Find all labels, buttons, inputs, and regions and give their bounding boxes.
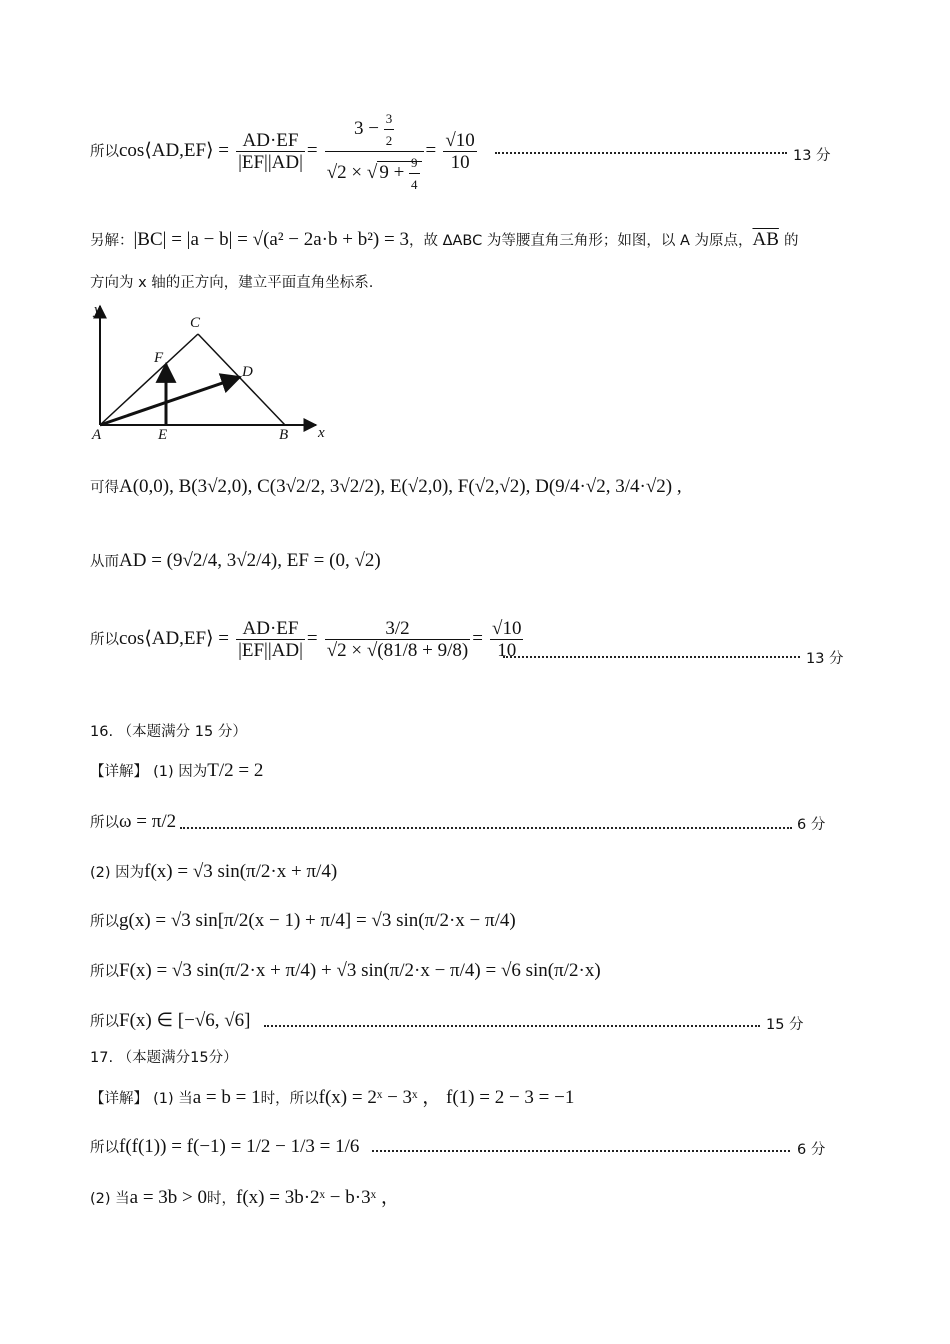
q16-line3: (2) 因为f(x) = √3 sin(π/2·x + π/4) xyxy=(90,861,338,882)
coordinate-figure xyxy=(88,300,338,445)
label-a: A xyxy=(92,427,102,443)
solution-line-cos-1: 所以cos⟨AD,EF⟩ = $\frac{AD\cdot EF}{|EF||AD|}$ = 3 − $\frac{3}{2}$ √2 × √ 9 + $\frac{9}{4}$ = $\frac{√10}{10}$ xyxy=(90,108,479,195)
fraction-dot-over-norm: $\frac{AD\cdot EF}{|EF||AD|}$ xyxy=(238,130,303,173)
leader-dots xyxy=(503,656,800,658)
text-prefix: 所以 xyxy=(90,144,119,160)
label-b: B xyxy=(279,427,289,443)
q16-title: 16. （本题满分 15 分） xyxy=(90,724,247,740)
solution-line-cos-2: 所以cos⟨AD,EF⟩ = $\frac{AD\cdot EF}{|EF||AD|}$ = $\frac{3/2}{√2 \times √(81/8 + 9/8)}$ = $\frac{√10}{10}$ xyxy=(90,618,522,661)
score-label: 13 分 xyxy=(793,148,831,164)
score-label: 13 分 xyxy=(806,651,844,667)
q16-line2: 所以ω = π/2 xyxy=(90,811,177,832)
vector-ad xyxy=(100,377,240,425)
label-d: D xyxy=(242,364,253,380)
vectors-line: 从而AD = (9√2/4, 3√2/4), EF = (0, √2) xyxy=(90,550,381,571)
score-label: 15 分 xyxy=(766,1017,804,1033)
vector-ab: $\overline{AB}$ xyxy=(752,229,779,250)
q16-line1: 【详解】 (1) 因为T/2 = 2 xyxy=(90,760,264,781)
coordinates-line: 可得A(0,0), B(3√2,0), C(3√2/2, 3√2/2), E(√2,0), F(√2,√2), D(9/4·√2, 3/4·√2) , xyxy=(90,476,682,497)
leader-dots xyxy=(495,152,787,154)
score-label: 6 分 xyxy=(797,1142,826,1158)
score-label: 6 分 xyxy=(797,817,826,833)
q16-line6: 所以F(x) ∈ [−√6, √6] xyxy=(90,1010,251,1031)
leader-dots xyxy=(372,1150,790,1152)
alt-solution-line2: 方向为 x 轴的正方向，建立平面直角坐标系. xyxy=(90,275,374,291)
fraction-result: $\frac{√10}{10}$ xyxy=(445,130,475,173)
math-coordinates: A(0,0), B(3√2,0), C(3√2/2, 3√2/2), E(√2,0), F(√2,√2), D(9/4·√2, 3/4·√2) , xyxy=(119,476,682,497)
label-e: E xyxy=(158,427,168,443)
q17-title: 17. （本题满分15分） xyxy=(90,1050,238,1066)
q17-line2: 所以f(f(1)) = f(−1) = 1/2 − 1/3 = 1/6 xyxy=(90,1136,360,1157)
label-f: F xyxy=(154,350,164,366)
math-cos: cos⟨AD,EF⟩ = xyxy=(119,140,229,161)
label-c: C xyxy=(190,315,201,331)
math-vectors: AD = (9√2/4, 3√2/4), EF = (0, √2) xyxy=(119,550,381,571)
leader-dots xyxy=(264,1025,760,1027)
fraction-numeric: 3 − $\frac{3}{2}$ √2 × √ 9 + $\frac{9}{4}$ xyxy=(325,108,424,195)
segment-ac xyxy=(100,334,198,425)
alt-solution-line1: 另解：|BC| = |a − b| = √(a² − 2a·b + b²) = 3，故 ΔABC 为等腰直角三角形；如图，以 A 为原点，$\overline{AB}$ 的 xyxy=(90,229,799,250)
q16-line4: 所以g(x) = √3 sin[π/2(x − 1) + π/4] = √3 sin(π/2·x − π/4) xyxy=(90,910,516,931)
label-y: y xyxy=(94,302,101,318)
q16-line5: 所以F(x) = √3 sin(π/2·x + π/4) + √3 sin(π/2·x − π/4) = √6 sin(π/2·x) xyxy=(90,960,601,981)
q17-line1: 【详解】 (1) 当a = b = 1时，所以f(x) = 2ˣ − 3ˣ ， f(1) = 2 − 3 = −1 xyxy=(90,1087,575,1108)
q17-line3: (2) 当a = 3b > 0时，f(x) = 3b·2ˣ − b·3ˣ ， xyxy=(90,1187,400,1208)
math-bc-length: |BC| = |a − b| = √(a² − 2a·b + b²) = 3 xyxy=(133,229,409,250)
leader-dots xyxy=(180,827,792,829)
label-x: x xyxy=(318,425,325,441)
